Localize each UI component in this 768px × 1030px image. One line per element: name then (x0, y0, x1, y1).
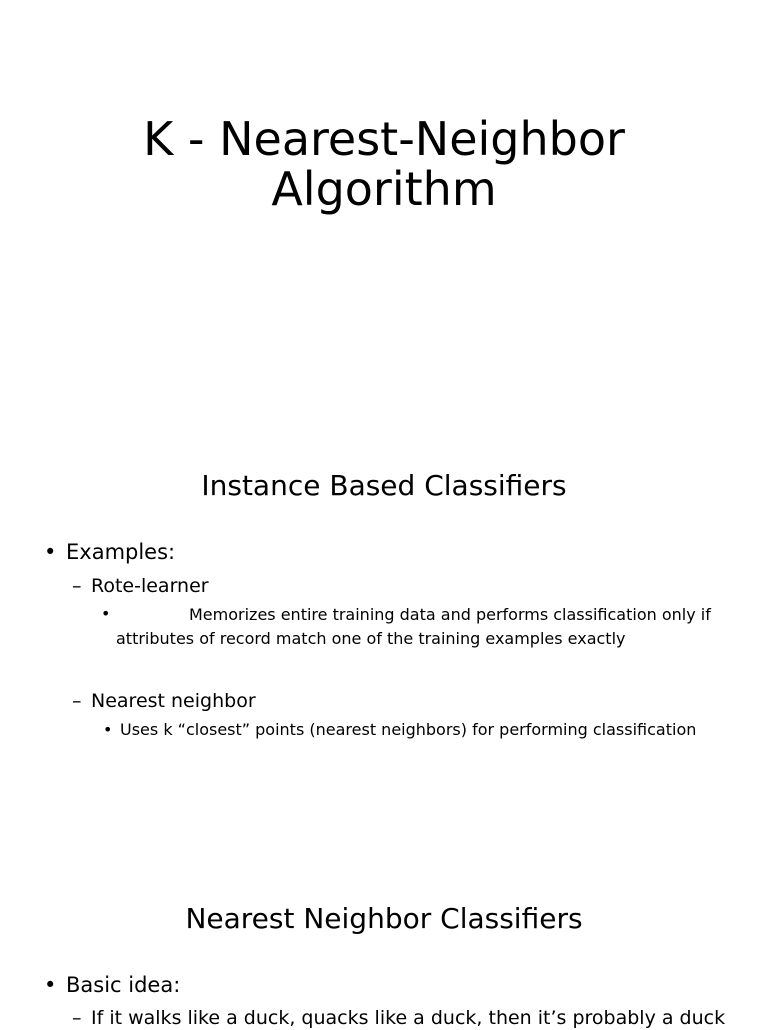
dash-icon: – (72, 1007, 82, 1029)
slide-3-title: Nearest Neighbor Classifiers (185, 902, 583, 935)
basic-idea-label: Basic idea: (66, 973, 181, 997)
nearest-neighbor-label: Nearest neighbor (91, 690, 256, 712)
slide-1-title-line-2: Algorithm (271, 162, 497, 216)
examples-label: Examples: (66, 540, 176, 564)
slide-2-title: Instance Based Classifiers (201, 469, 567, 502)
slide-1-title-line-1: K - Nearest-Neighbor (143, 112, 625, 166)
dash-icon: – (72, 575, 82, 597)
rote-learner-description-line-1: Memorizes entire training data and performs classification only if (189, 605, 711, 624)
bullet-icon: • (103, 720, 113, 739)
dash-icon: – (72, 690, 82, 712)
bullet-icon: • (101, 604, 111, 623)
bullet-icon: • (44, 540, 57, 564)
rote-learner-label: Rote-learner (91, 575, 209, 597)
nearest-neighbor-description: Uses k “closest” points (nearest neighbors) for performing classification (120, 720, 697, 739)
bullet-icon: • (44, 973, 57, 997)
rote-learner-description-line-2: attributes of record match one of the training examples exactly (116, 629, 626, 648)
duck-analogy-text: If it walks like a duck, quacks like a duck, then it’s probably a duck (91, 1007, 726, 1029)
